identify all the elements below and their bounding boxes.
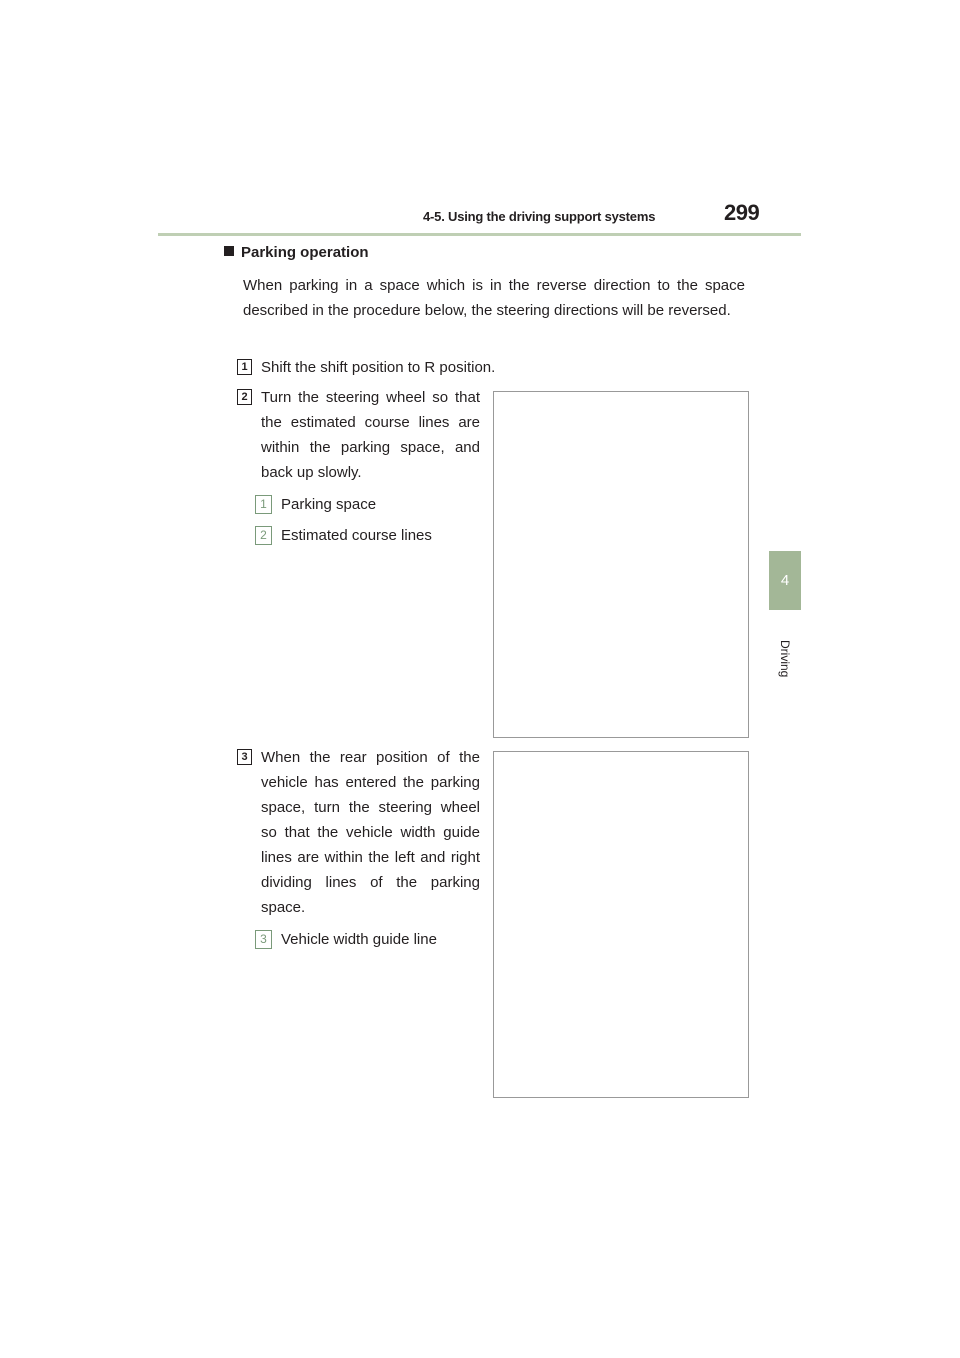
legend-row [255, 526, 432, 546]
heading-square-icon [224, 246, 234, 256]
page-number: 299 [724, 200, 760, 225]
chapter-tab-label-text: Driving [778, 640, 792, 678]
section-heading [224, 244, 369, 261]
step-badge-1: 1 [237, 359, 252, 375]
legend-label: Parking space [281, 496, 377, 513]
section-intro: When parking in a space which is in the reverse direction to the space described in the procedure below, the steering directions will be reversed. [243, 277, 745, 319]
chapter-tab [769, 551, 801, 610]
step-badge-3: 3 [237, 749, 252, 765]
legend-number-badge: 2 [255, 526, 272, 545]
chapter-tab-label [769, 640, 801, 677]
section-heading-text: Parking operation [241, 244, 369, 261]
legend-label: Estimated course lines [281, 527, 432, 544]
step-badge-2: 2 [237, 389, 252, 405]
step-text-3: When the rear position of the vehicle has entered the parking space, turn the steering wheel so that the vehicle width guide lines are within the left and right dividing lines of the parking space. [261, 749, 480, 916]
legend-number-badge: 1 [255, 495, 272, 514]
header-section-title: 4-5. Using the driving support systems [423, 209, 656, 224]
header-rule [158, 233, 801, 236]
legend-number-badge: 3 [255, 930, 272, 949]
step-3-illustration [493, 751, 749, 1098]
step-text-2: Turn the steering wheel so that the estimated course lines are within the parking space, and back up slowly. [261, 389, 480, 481]
step-2-illustration [493, 391, 749, 738]
legend-label: Vehicle width guide line [281, 931, 437, 948]
legend-row [255, 930, 437, 950]
chapter-tab-number: 4 [780, 572, 790, 589]
step-text-1: Shift the shift position to R position. [261, 359, 496, 376]
legend-row [255, 495, 376, 515]
